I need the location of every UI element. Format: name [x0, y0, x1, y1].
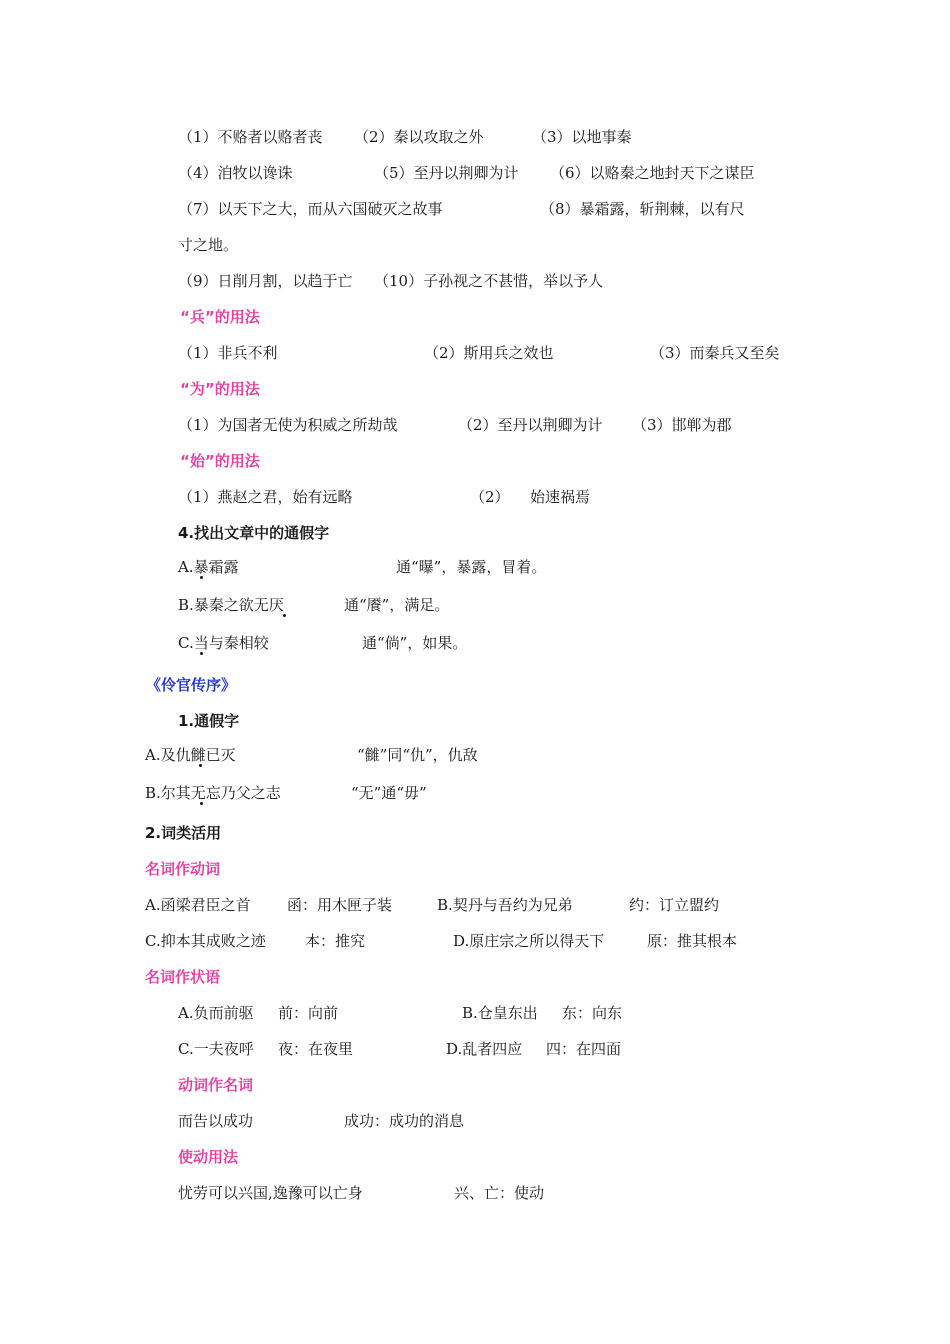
usage-item: （2） [470, 488, 510, 506]
section-heading-wei: “为”的用法 [180, 380, 260, 398]
huoyong-note: 东：向东 [562, 1004, 623, 1022]
usage-item: （3）以地事秦 [532, 128, 632, 146]
usage-item: （9）日削月割，以趋于亡 [178, 272, 353, 290]
huoyong-note: 本：推究 [305, 932, 366, 950]
tongjia-phrase: A.及仇雠已灭 [145, 746, 236, 764]
huoyong-note: 四：在四面 [546, 1040, 622, 1058]
article-title: 《伶官传序》 [146, 676, 237, 694]
section-heading-mingci-dongci: 名词作动词 [145, 860, 221, 878]
tongjia-note: 通“曝”，暴露，冒着。 [396, 558, 547, 576]
tongjia-note: “无”通“毋” [351, 784, 427, 802]
huoyong-note: 兴、亡：使动 [454, 1184, 545, 1202]
tongjia-phrase: B.暴秦之欲无厌 [178, 596, 284, 614]
huoyong-phrase: C.一夫夜呼 [178, 1040, 254, 1058]
usage-item: （2）至丹以荆卿为计 [458, 416, 603, 434]
huoyong-phrase: D.乱者四应 [446, 1040, 523, 1058]
tongjia-note: 通“倘”，如果。 [362, 634, 468, 652]
usage-item: （3）而秦兵又至矣 [650, 344, 780, 362]
section-heading-shi: “始”的用法 [180, 452, 260, 470]
huoyong-note: 前：向前 [278, 1004, 339, 1022]
section-heading-shidong: 使动用法 [178, 1148, 239, 1166]
usage-item: （6）以赂秦之地封天下之谋臣 [550, 164, 755, 182]
emphasis-dot [200, 652, 203, 655]
section-heading-dongci-mingci: 动词作名词 [178, 1076, 254, 1094]
emphasis-dot [200, 802, 203, 805]
huoyong-note: 约：订立盟约 [629, 896, 720, 914]
huoyong-phrase: A.函梁君臣之首 [145, 896, 251, 914]
huoyong-phrase: 而告以成功 [178, 1112, 254, 1130]
usage-item: （8）暴霜露，斩荆棘，以有尺 [540, 200, 745, 218]
usage-item: （1）非兵不利 [178, 344, 278, 362]
usage-line-4 [178, 234, 238, 256]
section-heading-mingci-zhuangyu: 名词作状语 [145, 968, 221, 986]
usage-item: （3）邯郸为郡 [632, 416, 732, 434]
usage-item: 始速祸焉 [530, 488, 591, 506]
huoyong-phrase: 忧劳可以兴国,逸豫可以亡身 [178, 1184, 363, 1202]
usage-item: （1）为国者无使为积威之所劫哉 [178, 416, 398, 434]
tongjia-phrase: B.尔其无忘乃父之志 [145, 784, 281, 802]
tongjia-phrase: C.当与秦相较 [178, 634, 269, 652]
usage-item: （5）至丹以荆卿为计 [374, 164, 519, 182]
emphasis-dot [199, 764, 202, 767]
huoyong-phrase: D.原庄宗之所以得天下 [453, 932, 605, 950]
usage-item: （7）以天下之大，而从六国破灭之故事 [178, 200, 443, 218]
tongjia-note: “雠”同“仇”，仇敌 [357, 746, 478, 764]
usage-item: （1）不赂者以赂者丧 [178, 128, 323, 146]
huoyong-note: 成功：成功的消息 [344, 1112, 465, 1130]
usage-item: （2）斯用兵之效也 [424, 344, 554, 362]
huoyong-phrase: A.负而前驱 [178, 1004, 254, 1022]
section-heading-bing: “兵”的用法 [180, 308, 260, 326]
huoyong-phrase: B.契丹与吾约为兄弟 [437, 896, 573, 914]
usage-item: （10）子孙视之不甚惜，举以予人 [374, 272, 604, 290]
usage-item: （4）洎牧以谗诛 [178, 164, 293, 182]
huoyong-note: 函：用木匣子装 [287, 896, 393, 914]
huoyong-phrase: B.仓皇东出 [462, 1004, 538, 1022]
cilei-heading: 2.词类活用 [145, 824, 222, 842]
usage-item: （1）燕赵之君，始有远略 [178, 488, 353, 506]
emphasis-dot [200, 576, 203, 579]
usage-item: 寸之地。 [178, 236, 239, 254]
emphasis-dot [283, 614, 286, 617]
tongjia-phrase: A.暴霜露 [178, 558, 239, 576]
huoyong-note: 原：推其根本 [647, 932, 738, 950]
usage-item: （2）秦以攻取之外 [354, 128, 484, 146]
tongjia-note: 通“餍”，满足。 [344, 596, 450, 614]
huoyong-note: 夜：在夜里 [278, 1040, 354, 1058]
tongjia-heading-2: 1.通假字 [178, 712, 240, 730]
tongjia-heading: 4.找出文章中的通假字 [178, 524, 330, 542]
huoyong-phrase: C.抑本其成败之迹 [145, 932, 266, 950]
